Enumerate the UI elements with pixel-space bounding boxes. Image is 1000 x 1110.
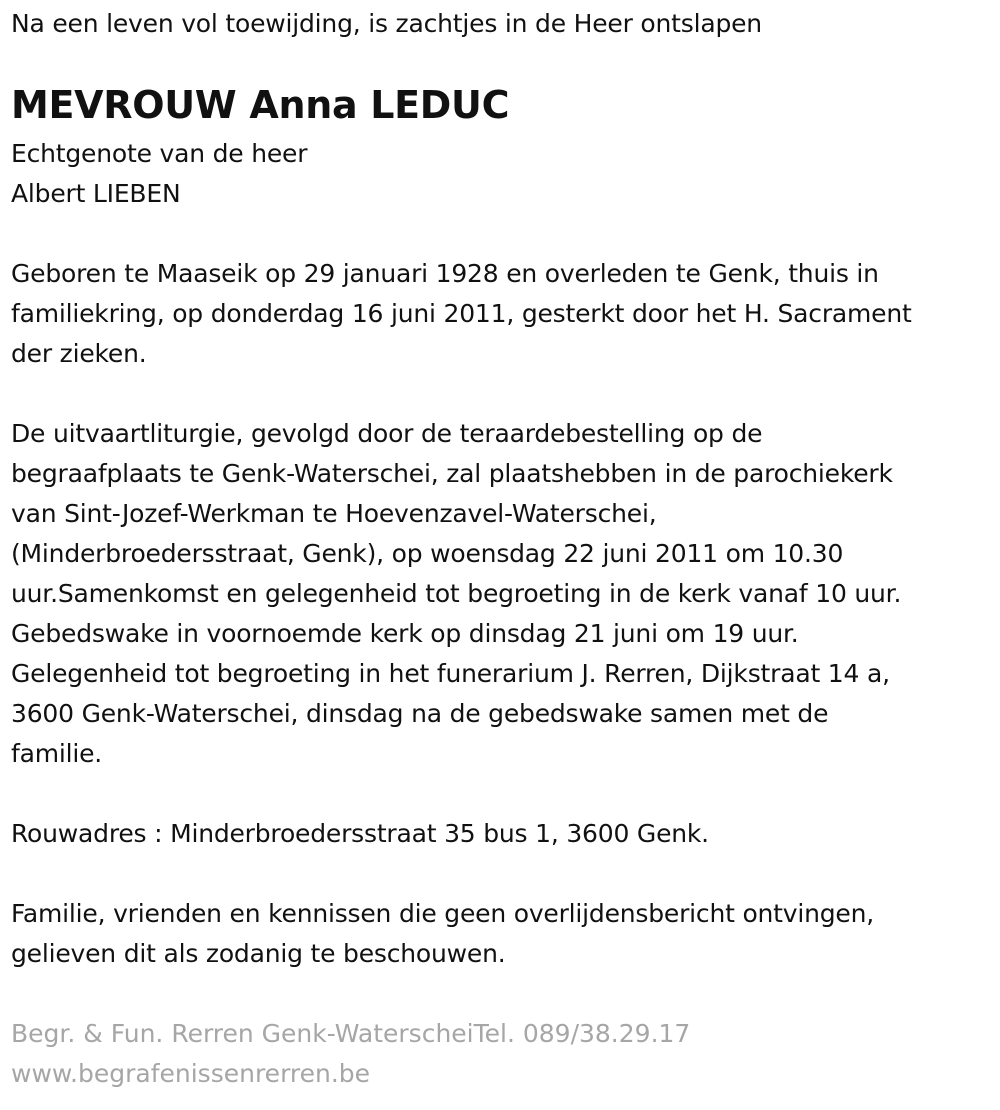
footer-website-link[interactable]: www.begrafenissenrerren.be (11, 1059, 371, 1088)
intro-line: Na een leven vol toewijding, is zachtjes in de Heer ontslapen (11, 9, 762, 38)
funeral-line-4: (Minderbroedersstraat, Genk), op woensdag 22 juni 2011 om 10.30 (11, 539, 844, 568)
funeral-line-9: familie. (11, 739, 103, 768)
funeral-paragraph (11, 414, 901, 774)
birth-death-line-2: familiekring, op donderdag 16 juni 2011, gesterkt door het H. Sacrament (11, 299, 912, 328)
spouse-block (11, 134, 307, 214)
funeral-line-8: 3600 Genk-Waterschei, dinsdag na de gebedswake samen met de (11, 699, 829, 728)
birth-death-line-1: Geboren te Maaseik op 29 januari 1928 en overleden te Genk, thuis in (11, 259, 879, 288)
family-notice-line-2: gelieven dit als zodanig te beschouwen. (11, 939, 506, 968)
funeral-line-6: Gebedswake in voornoemde kerk op dinsdag 21 juni om 19 uur. (11, 619, 799, 648)
family-notice-line-1: Familie, vrienden en kennissen die geen overlijdensbericht ontvingen, (11, 899, 875, 928)
spouse-line-1: Echtgenote van de heer (11, 139, 308, 168)
footer (11, 1014, 690, 1094)
birth-death-paragraph (11, 254, 912, 374)
funeral-line-2: begraafplaats te Genk-Waterschei, zal plaatshebben in de parochiekerk (11, 459, 893, 488)
deceased-name: MEVROUW Anna LEDUC (11, 83, 510, 127)
family-notice-paragraph (11, 894, 874, 974)
funeral-line-3: van Sint-Jozef-Werkman te Hoevenzavel-Waterschei, (11, 499, 657, 528)
birth-death-line-3: der zieken. (11, 339, 147, 368)
mourning-address (11, 814, 709, 854)
funeral-line-5: uur.Samenkomst en gelegenheid tot begroeting in de kerk vanaf 10 uur. (11, 579, 902, 608)
mourning-address-line: Rouwadres : Minderbroedersstraat 35 bus 1, 3600 Genk. (11, 819, 709, 848)
funeral-line-1: De uitvaartliturgie, gevolgd door de teraardebestelling op de (11, 419, 763, 448)
funeral-line-7: Gelegenheid tot begroeting in het funerarium J. Rerren, Dijkstraat 14 a, (11, 659, 890, 688)
footer-contact-line: Begr. & Fun. Rerren Genk-WaterscheiTel. 089/38.29.17 (11, 1019, 691, 1048)
spouse-line-2: Albert LIEBEN (11, 179, 181, 208)
